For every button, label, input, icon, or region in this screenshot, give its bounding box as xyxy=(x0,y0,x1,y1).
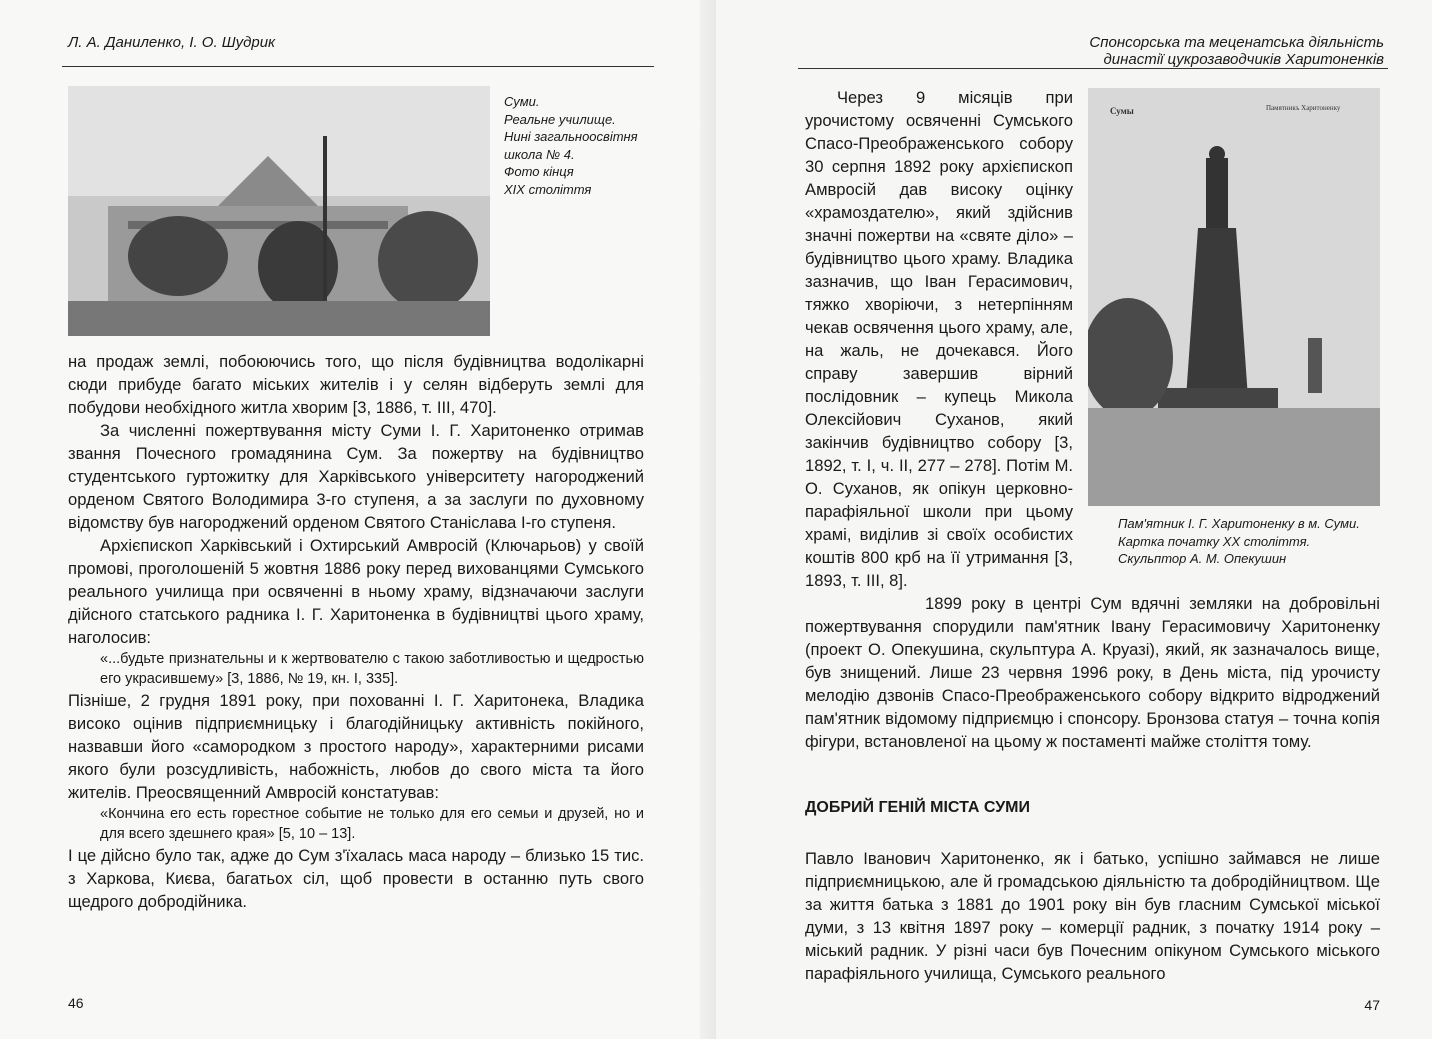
right-page xyxy=(716,0,1432,1039)
paragraph: 1899 року в центрі Сум вдячні земляки на добровільні пожертвування спорудили пам'ятник Івану Герасимовичу Харитоненку (проект О. Опекушина, скульптура А. Круазі), який, як зазначалось вище, був знищений. Лише 23 червня 1996 року, в День міста, під урочисту мелодію дзвонів Спасо-Преображенського собору відкрито відроджений пам'ятник відомому підприємцю і спонсору. Бронзова статуя – точна копія фігури, встановленої на цьому ж постаменті майже століття тому. xyxy=(805,594,1380,751)
right-column xyxy=(805,86,1380,1013)
paragraph: на продаж землі, побоюючись того, що після будівництва водолікарні сюди прибуде багато міських жителів і у селян відберуть землі для побудови необхідного житла хворим [3, 1886, т. III, 470]. xyxy=(68,352,644,417)
running-header-title xyxy=(1089,34,1384,68)
caption-line: Суми. xyxy=(504,94,540,109)
photo-label-sumy: Сумы xyxy=(1110,106,1134,116)
paragraph: Пізніше, 2 грудня 1891 року, при похованні І. Г. Харитонека, Владика високо оцінив підприємницьку і благодійницьку активність покійного, назвавши його «самородком з простого народу», характерними рисами якого були розсудливість, набожність, любов до свого міста та його жителів. Преосвященний Амвросій констатував: xyxy=(68,691,644,802)
photo-real-school xyxy=(68,86,490,336)
caption-line: Нині загальноосвітня xyxy=(504,129,638,144)
header-line: Спонсорська та меценатська діяльність xyxy=(1089,34,1384,51)
header-rule xyxy=(798,68,1388,69)
header-rule xyxy=(62,66,654,67)
right-body-text-2 xyxy=(805,847,1380,985)
paragraph: За численні пожертвування місту Суми І. Г. Харитоненко отримав звання Почесного громадянина Сум. За пожертву на будівництво студентського гуртожитку для Харківського університету нагороджений орденом Святого Володимира 3-го ступеня, а за заслуги по духовному відомству був нагороджений орденом Святого Станіслава І-го ступеня. xyxy=(68,421,644,532)
running-header-authors: Л. А. Даниленко, І. О. Шудрик xyxy=(68,34,276,51)
paragraph: І це дійсно було так, адже до Сум з'їхалась маса народу – близько 15 тис. з Харкова, Києва, багатьох сіл, щоб провести в останню путь свого щедрого добродійника. xyxy=(68,846,644,911)
caption-line: школа № 4. xyxy=(504,146,575,162)
photo-block xyxy=(68,86,644,336)
caption-line: Реальне училище. xyxy=(504,111,616,127)
paragraph: Павло Іванович Харитоненко, як і батько, успішно займався не лише підприємницькою, але й громадською діяльністю та добродійництвом. Ще за життя батька з 1881 до 1901 року він був гласним Сумської міської думи, з 13 квітня 1897 року – комерції радник, з початку 1914 року – міський радник. У різні часи був Почесним опікуном Сумського міського парафіяльного училища, Сумського реального xyxy=(805,849,1380,983)
photo-label-monument: Памятникъ Харитоненку xyxy=(1266,104,1341,112)
photo-caption-monument xyxy=(1118,515,1380,568)
right-body-text xyxy=(805,86,1380,753)
section-title: ДОБРИЙ ГЕНІЙ МІСТА СУМИ xyxy=(805,799,1030,816)
page-number: 46 xyxy=(68,995,84,1011)
caption-line: Пам'ятник І. Г. Харитоненку в м. Суми. xyxy=(1118,516,1360,531)
caption-line: Картка початку XX століття. xyxy=(1118,533,1311,549)
quote: «...будьте признательны и к жертвователю с такою заботливостью и щедростью его украсившему» [3, 1886, № 19, кн. І, 335]. xyxy=(100,651,644,687)
photo-block xyxy=(1088,88,1380,574)
quote: «Кончина его есть горестное событие не только для его семьи и друзей, но и для всего здешнего края» [5, 10 – 13]. xyxy=(100,806,644,842)
caption-line: Фото кінця xyxy=(504,164,574,179)
photo-monument xyxy=(1088,88,1380,506)
building-photo-image xyxy=(68,86,490,336)
left-column xyxy=(68,86,644,1011)
page-number: 47 xyxy=(1364,997,1380,1013)
left-body-text xyxy=(68,350,644,913)
caption-line: Скульптор А. М. Опекушин xyxy=(1118,551,1287,566)
photo-caption-school xyxy=(504,93,638,198)
paragraph: Через 9 місяців при урочистому освяченні Сумського Спасо-Преображенського собору 30 серпня 1892 року архієпископ Амвросій дав високу оцінку «храмоздателю», який здійснив значні пожертви на «святе діло» – будівництво цього храму. Владика зазначив, що Іван Герасимович, тяжко хворіючи, з нетерпінням чекав освячення цього храму, але, на жаль, не дочекався. Його справу завершив вірний послідовник – купець Микола Олексійович Суханов, який закінчив будівництво собору [3, 1892, т. І, ч. ІІ, 277 – 278]. Потім М. О. Суханов, як опікун церковно-парафіяльної школи при цьому храмі, виділив зі своїх особистих коштів 800 крб на її утримання [3, 1893, т. III, 8]. xyxy=(805,88,1073,590)
caption-line: XIX століття xyxy=(504,181,592,197)
monument-photo-image xyxy=(1088,88,1380,506)
paragraph: Архієпископ Харківський і Охтирський Амвросій (Ключарьов) у своїй промові, проголошеній 5 жовтня 1886 року перед вихованцями Сумського реального училища при освяченні в ньому храму, відзначаючи заслуги дійсного статського радника І. Г. Харитоненка в будівництві цього храму, наголосив: xyxy=(68,536,644,647)
header-line: династії цукрозаводчиків Харитоненків xyxy=(1103,51,1384,68)
